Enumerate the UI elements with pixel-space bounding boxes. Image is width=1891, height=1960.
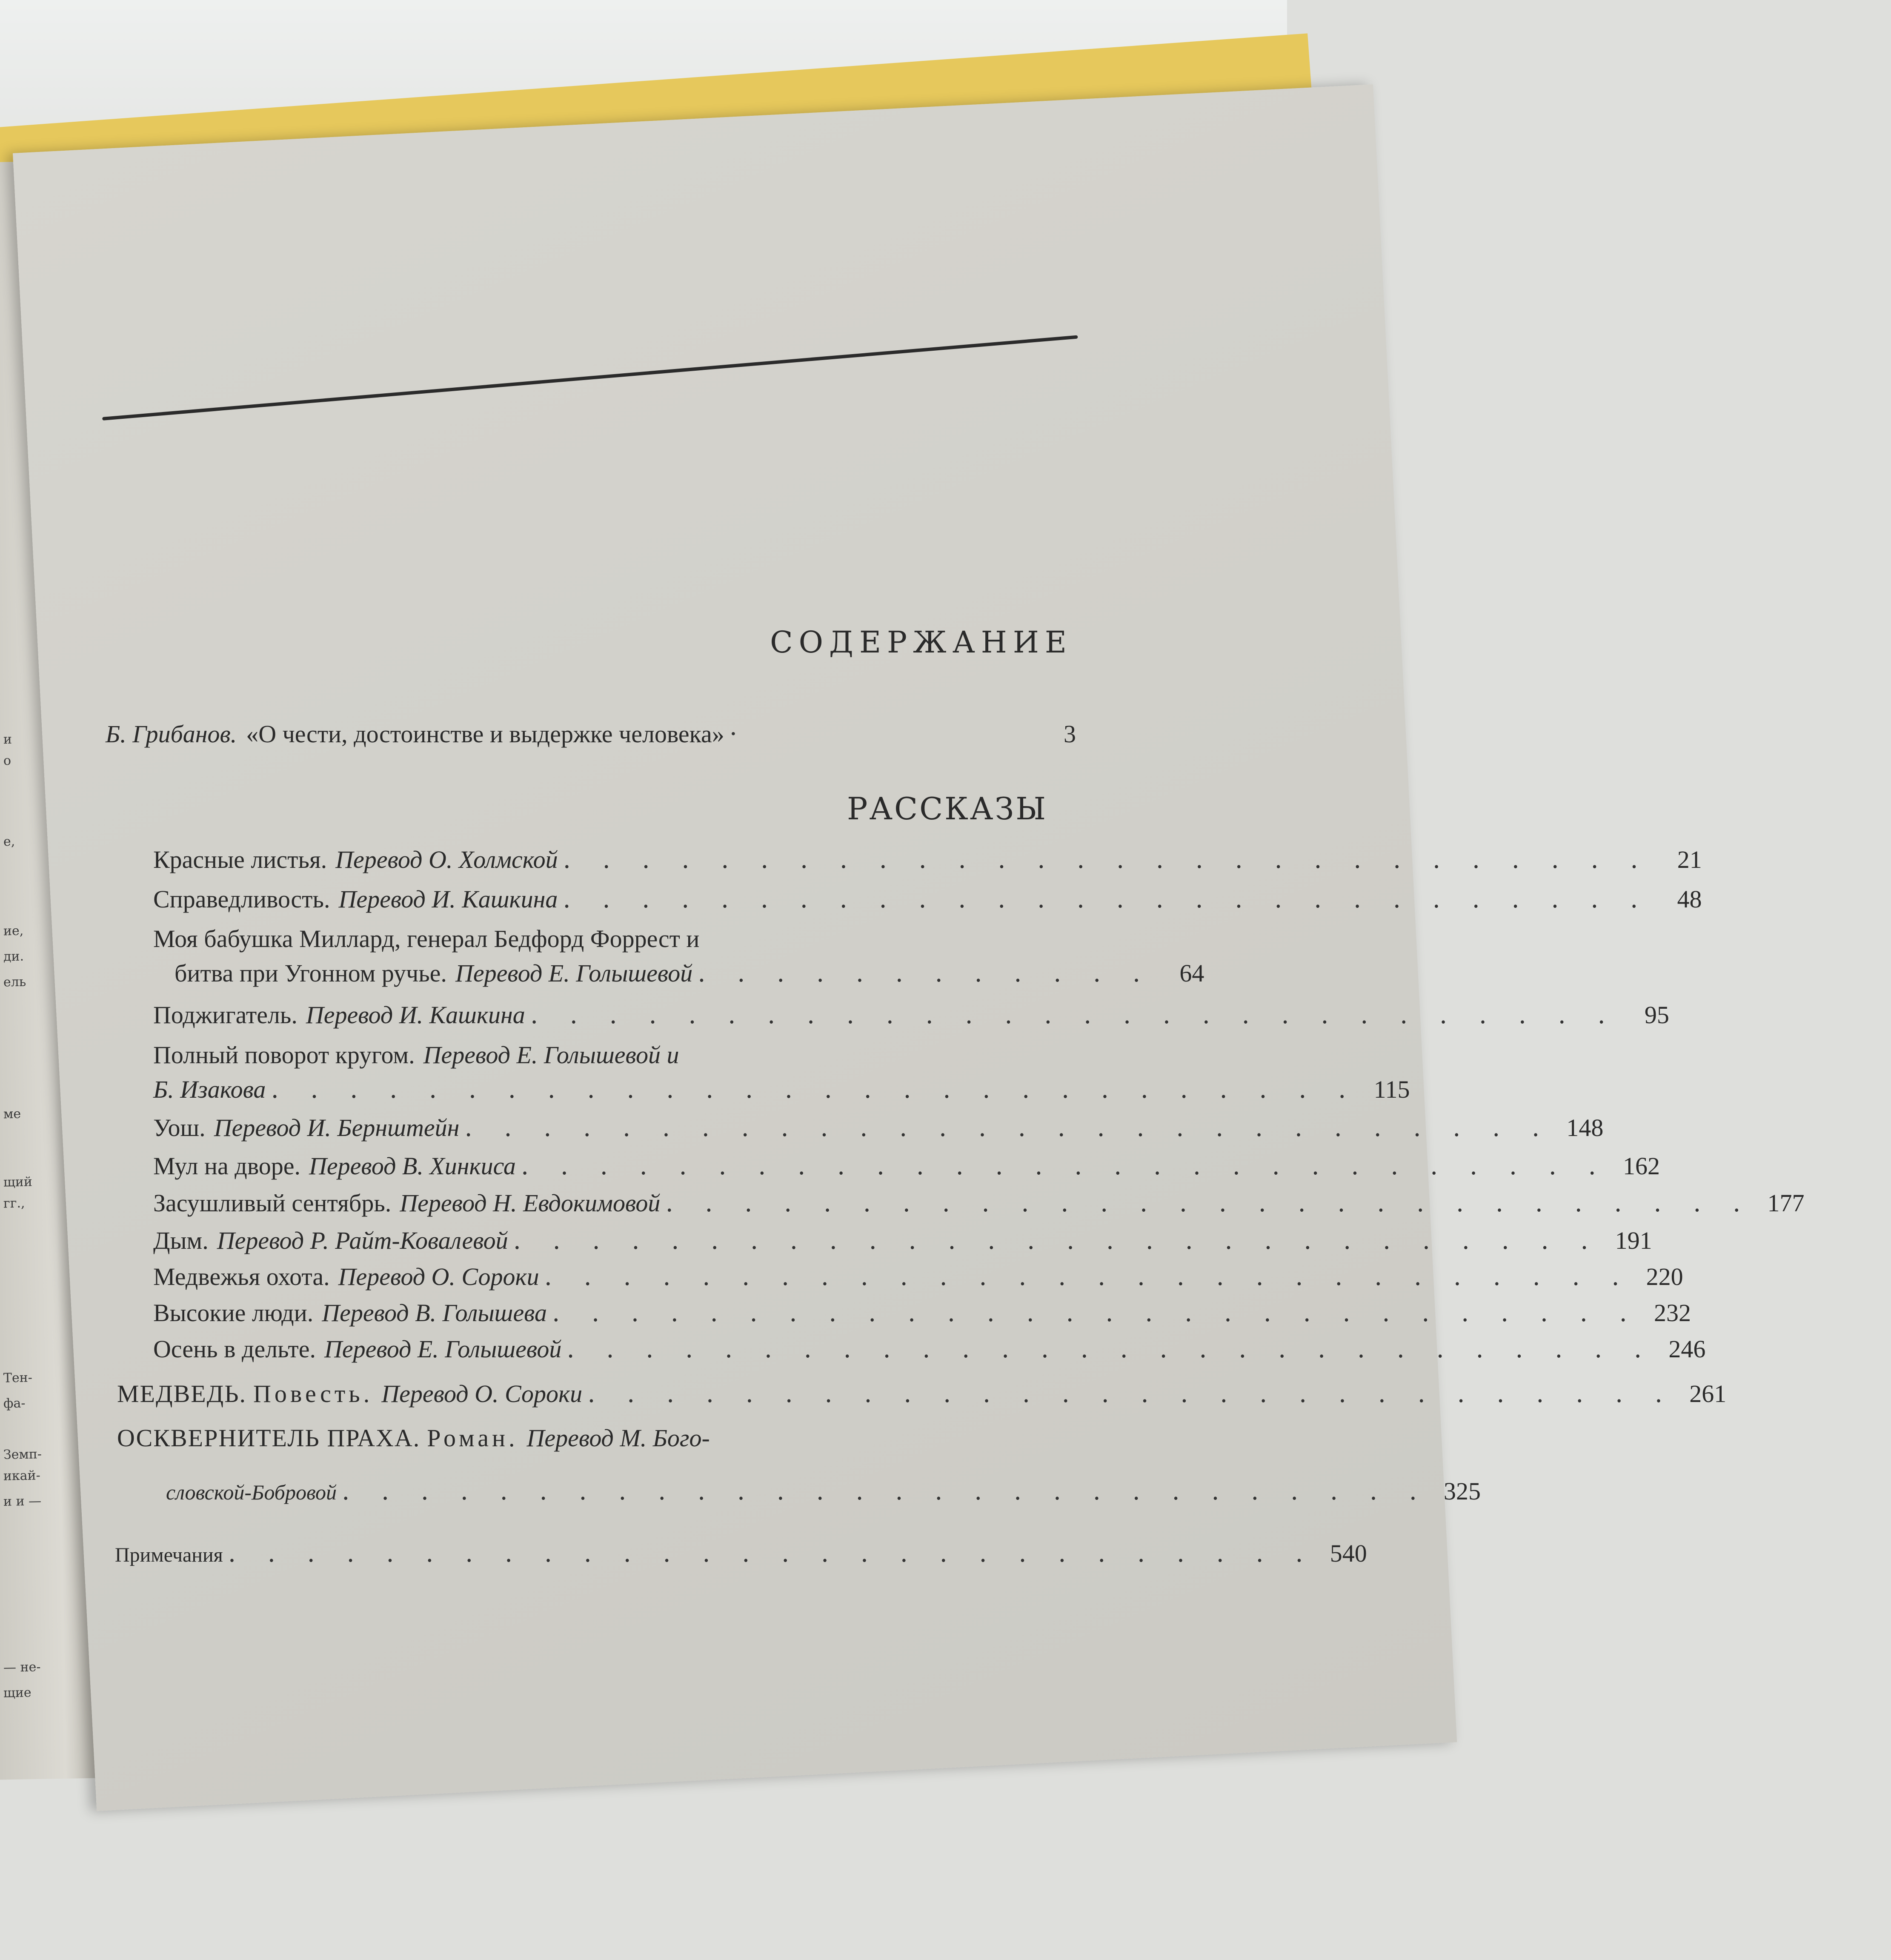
entry-translator: Перевод И. Кашкина xyxy=(306,1001,525,1029)
prev-page-fragment: ме xyxy=(3,1106,21,1122)
entry-translator: Перевод Е. Голышевой xyxy=(455,959,693,987)
page-number: 220 xyxy=(1646,1263,1683,1290)
intro-title: «О чести, достоинстве и выдержке человека» xyxy=(246,720,724,748)
page-number: 246 xyxy=(1668,1335,1706,1363)
prev-page-fragment: е, xyxy=(3,834,15,850)
entry-translator: Перевод В. Голышева xyxy=(322,1299,547,1327)
leader-dots: . . . . . . . . . . . . . . . . . . . . . . . . . . . . xyxy=(342,1476,1429,1505)
page-number: 162 xyxy=(1622,1152,1660,1180)
toc-entry-continuation xyxy=(166,1460,1481,1505)
toc-entry xyxy=(153,845,1702,874)
toc-entry xyxy=(153,1188,1805,1217)
leader-dots: . . . . . . . . . . . . . . . . . . . . . . . . . . . . xyxy=(464,1113,1552,1142)
leader-dots: . . . . . . . . . . . . . . . . . . . . . . . . . . . . xyxy=(271,1075,1358,1104)
toc-entry-novel xyxy=(117,1424,1011,1452)
toc-entry xyxy=(153,884,1702,913)
entry-title: Осень в дельте. xyxy=(153,1335,316,1363)
entry-translator-cont: Б. Изакова xyxy=(153,1076,266,1103)
entry-translator: Перевод О. Сороки xyxy=(381,1380,583,1408)
page-title: СОДЕРЖАНИЕ xyxy=(770,625,1073,660)
entry-title: Справедливость. xyxy=(153,885,330,913)
prev-page-fragment: и и — xyxy=(3,1494,42,1509)
leader-dots: . . . . . . . . . . . . . . . . . . . . . . . . . . . . xyxy=(665,1188,1753,1217)
leader-dots: . . . . . . . . . . . . xyxy=(698,959,1153,987)
prev-page-fragment: гг., xyxy=(3,1196,25,1211)
prev-page-fragment: и xyxy=(3,732,12,747)
entry-kind: Повесть. xyxy=(253,1380,373,1408)
page-number: 21 xyxy=(1677,846,1702,873)
entry-translator: Перевод В. Хинкиса xyxy=(309,1152,516,1180)
prev-page-fragment: — не- xyxy=(3,1660,41,1675)
toc-entry xyxy=(153,1151,1660,1180)
toc-entry xyxy=(153,1262,1683,1291)
entry-kind: Роман. xyxy=(427,1424,518,1452)
toc-entry xyxy=(153,1226,1652,1255)
page-number: 191 xyxy=(1615,1227,1652,1255)
prev-page-fragment: фа- xyxy=(3,1396,26,1411)
book-page xyxy=(13,84,1805,1811)
entry-title: Полный поворот кругом. xyxy=(153,1041,415,1069)
entry-translator: Перевод Е. Голышевой и xyxy=(423,1041,679,1069)
page-number: 325 xyxy=(1444,1477,1481,1505)
prev-page-fragment: Земп- xyxy=(3,1447,42,1462)
page-number: 115 xyxy=(1373,1076,1410,1103)
prev-page-fragment: ие, xyxy=(3,923,24,939)
page-number: 232 xyxy=(1654,1299,1691,1327)
section-heading-stories: РАССКАЗЫ xyxy=(847,791,1048,827)
page-number: 64 xyxy=(1179,959,1204,987)
page-number: 3 xyxy=(1064,720,1076,748)
toc-entry-continuation xyxy=(153,1075,1410,1104)
entry-title: Засушливый сентябрь. xyxy=(153,1189,392,1217)
toc-entry-continuation xyxy=(175,959,1204,987)
entry-title-cont: битва при Угонном ручье. xyxy=(175,959,447,987)
toc-entry xyxy=(153,1041,1038,1069)
toc-entry xyxy=(153,1000,1669,1029)
prev-page-fragment: ди. xyxy=(3,949,24,964)
leader-dots: . . . . . . . . . . . . . . . . . . . . . . . . . . . . xyxy=(566,1334,1654,1363)
toc-entry xyxy=(153,1334,1706,1363)
entry-translator-cont: словской-Бобровой xyxy=(166,1480,337,1504)
page-number: 177 xyxy=(1767,1189,1805,1217)
prev-page-fragment: икай- xyxy=(3,1468,41,1484)
entry-translator: Перевод О. Сороки xyxy=(338,1263,539,1290)
header-rule xyxy=(102,335,1078,421)
leader-dots: . . . . . . . . . . . . . . . . . . . . . . . . . . . . xyxy=(521,1151,1608,1180)
prev-page-fragment: щий xyxy=(3,1174,33,1190)
entry-translator: Перевод О. Холмской xyxy=(335,846,558,873)
leader-dots: . . . . . . . . . . . . . . . . . . . . . . . . . . . . xyxy=(228,1539,1315,1568)
entry-title: Красные листья. xyxy=(153,846,327,873)
leader-dots: . . . . . . . . . . . . . . . . . . . . . . . . . . . . xyxy=(563,845,1650,874)
toc-entry-intro xyxy=(106,719,1076,748)
page-number: 261 xyxy=(1689,1380,1727,1408)
entry-title: Медвежья охота. xyxy=(153,1263,330,1290)
entry-translator: Перевод Е. Голышевой xyxy=(324,1335,562,1363)
entry-title: Мул на дворе. xyxy=(153,1152,301,1180)
leader-dots: . . . . . . . . . . . . . . . . . . . . . . . . . . . . xyxy=(552,1298,1639,1327)
entry-translator: Перевод И. Кашкина xyxy=(338,885,558,913)
entry-translator: Перевод Р. Райт-Ковалевой xyxy=(217,1227,508,1254)
toc-entry-novella xyxy=(117,1379,1727,1408)
prev-page-fragment: ель xyxy=(3,974,26,990)
entry-title: Примечания xyxy=(115,1544,223,1566)
leader-dots: . . . . . . . . . . . . . . . . . . . . . . . . . . . . xyxy=(513,1226,1600,1255)
entry-translator: Перевод И. Бернштейн xyxy=(214,1114,460,1142)
leader-dots: . . . . . . . . . . . . . . . . . . . . . . . . . . . . xyxy=(563,884,1650,913)
intro-author: Б. Грибанов. xyxy=(106,720,237,748)
toc-entry xyxy=(153,924,1038,953)
prev-page-fragment: щие xyxy=(3,1685,31,1701)
toc-entry xyxy=(153,1113,1604,1142)
leader-dots: . . . . . . . . . . . . . . . . . . . . . . . . . . . . xyxy=(587,1379,1675,1408)
entry-title: Дым. xyxy=(153,1227,209,1254)
page-number: 540 xyxy=(1330,1539,1367,1567)
entry-translator: Перевод М. Бого- xyxy=(526,1424,710,1452)
prev-page-fragment: Тен- xyxy=(3,1370,33,1386)
page-number: 148 xyxy=(1566,1114,1604,1142)
page-number: 48 xyxy=(1677,885,1702,913)
leader-dots: · xyxy=(729,719,750,748)
entry-translator: Перевод Н. Евдокимовой xyxy=(400,1189,661,1217)
entry-title: ОСКВЕРНИТЕЛЬ ПРАХА. xyxy=(117,1424,421,1452)
toc-entry xyxy=(153,1298,1691,1327)
entry-title: Высокие люди. xyxy=(153,1299,314,1327)
leader-dots: . . . . . . . . . . . . . . . . . . . . . . . . . . . . xyxy=(530,1000,1617,1029)
entry-title: Поджигатель. xyxy=(153,1001,298,1029)
prev-page-fragment: о xyxy=(3,753,11,769)
toc-entry-notes xyxy=(115,1513,1367,1568)
entry-title: Уош. xyxy=(153,1114,206,1142)
leader-dots: . . . . . . . . . . . . . . . . . . . . . . . . . . . . xyxy=(544,1262,1631,1291)
entry-title: МЕДВЕДЬ. xyxy=(117,1380,247,1408)
page-number: 95 xyxy=(1644,1001,1669,1029)
entry-title: Моя бабушка Миллард, генерал Бедфорд Форрест и xyxy=(153,925,700,953)
